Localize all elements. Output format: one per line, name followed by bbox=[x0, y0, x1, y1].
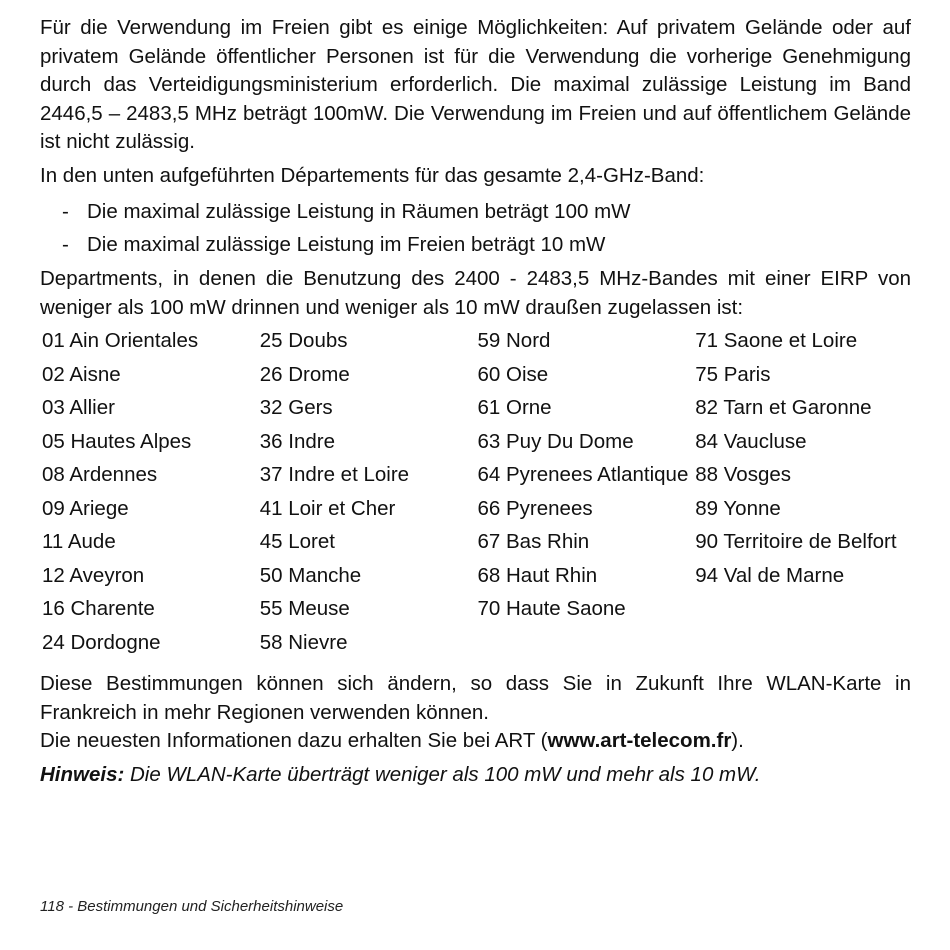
eirp-departments-paragraph: Departments, in denen die Benutzung des 2400 - 2483,5 MHz-Bandes mit einer EIRP von weniger als 100 mW drinnen und weniger als 10 mW draußen zugelassen ist: bbox=[40, 267, 911, 319]
department-item: 03 Allier bbox=[42, 396, 115, 419]
department-item: 71 Saone et Loire bbox=[695, 329, 858, 352]
department-item: 36 Indre bbox=[259, 429, 335, 453]
department-item: 90 Territoire de Belfort bbox=[695, 530, 897, 553]
department-item: 05 Hautes Alpes bbox=[42, 429, 192, 453]
departments-table bbox=[40, 327, 911, 662]
department-item: 25 Doubs bbox=[259, 329, 348, 352]
department-item: 50 Manche bbox=[259, 563, 362, 587]
departments-column-1 bbox=[40, 327, 258, 662]
department-item: 67 Bas Rhin bbox=[477, 530, 590, 553]
art-info-paragraph bbox=[40, 727, 911, 756]
page-content bbox=[40, 14, 911, 789]
department-item: 61 Orne bbox=[477, 396, 552, 419]
list-item bbox=[40, 228, 911, 261]
note-label: Hinweis: bbox=[40, 762, 125, 786]
bullet-text: Die maximal zulässige Leistung in Räumen beträgt 100 mW bbox=[87, 200, 631, 223]
department-item: 94 Val de Marne bbox=[695, 563, 845, 587]
department-item: 60 Oise bbox=[477, 362, 549, 386]
bullet-dash: - bbox=[62, 200, 69, 223]
departments-column-4 bbox=[693, 327, 911, 662]
department-item: 63 Puy Du Dome bbox=[477, 429, 634, 453]
department-item: 08 Ardennes bbox=[42, 463, 158, 486]
note-paragraph bbox=[40, 761, 911, 790]
department-item: 32 Gers bbox=[259, 396, 333, 419]
department-item: 41 Loir et Cher bbox=[259, 496, 396, 520]
regulations-change-paragraph: Diese Bestimmungen können sich ändern, so dass Sie in Zukunft Ihre WLAN-Karte in Frankreich in mehr Regionen verwenden können. bbox=[40, 672, 911, 724]
department-item: 66 Pyrenees bbox=[477, 496, 593, 520]
department-item: 75 Paris bbox=[695, 362, 771, 386]
list-item bbox=[40, 195, 911, 228]
department-item: 09 Ariege bbox=[42, 496, 129, 520]
department-item: 12 Aveyron bbox=[42, 563, 145, 587]
art-info-suffix: ). bbox=[731, 729, 744, 752]
department-item: 01 Ain Orientales bbox=[42, 329, 199, 352]
department-item: 68 Haut Rhin bbox=[477, 563, 598, 587]
bullet-text: Die maximal zulässige Leistung im Freien beträgt 10 mW bbox=[87, 233, 606, 256]
departments-column-3 bbox=[476, 327, 694, 662]
art-telecom-link[interactable]: www.art-telecom.fr bbox=[547, 729, 732, 752]
note-text: Die WLAN-Karte überträgt weniger als 100 mW und mehr als 10 mW. bbox=[124, 762, 761, 786]
department-item: 37 Indre et Loire bbox=[259, 463, 410, 486]
departments-intro-paragraph: In den unten aufgeführten Départements für das gesamte 2,4-GHz-Band: bbox=[40, 163, 705, 187]
art-info-prefix: Die neuesten Informationen dazu erhalten Sie bei ART ( bbox=[40, 729, 548, 752]
department-item: 88 Vosges bbox=[695, 463, 791, 486]
department-item: 59 Nord bbox=[477, 329, 551, 352]
department-item: 64 Pyrenees Atlantique bbox=[477, 463, 689, 486]
department-item: 02 Aisne bbox=[42, 362, 121, 386]
department-item: 11 Aude bbox=[42, 530, 116, 553]
page-footer: 118 - Bestimmungen und Sicherheitshinweise bbox=[40, 898, 344, 915]
power-limits-list bbox=[40, 195, 911, 261]
department-item: 82 Tarn et Garonne bbox=[695, 396, 872, 419]
departments-column-2 bbox=[258, 327, 476, 662]
department-item: 89 Yonne bbox=[695, 496, 781, 520]
department-item: 26 Drome bbox=[259, 362, 350, 386]
department-item: 70 Haute Saone bbox=[477, 597, 626, 620]
bullet-dash: - bbox=[62, 233, 69, 256]
department-item: 84 Vaucluse bbox=[695, 429, 807, 453]
department-item: 24 Dordogne bbox=[42, 630, 161, 654]
department-item: 45 Loret bbox=[259, 530, 335, 553]
department-item: 58 Nievre bbox=[259, 630, 348, 654]
department-item: 16 Charente bbox=[42, 597, 155, 620]
outdoor-use-paragraph: Für die Verwendung im Freien gibt es einige Möglichkeiten: Auf privatem Gelände oder auf privatem Gelände öffentlicher Personen ist für die Verwendung die vorherige Genehmigung durch das Verteidigungsministerium erforderlich. Die maximal zulässige Leistung im Band 2446,5 – 2483,5 MHz beträgt 100mW. Die Verwendung im Freien und auf öffentlichem Gelände ist nicht zulässig. bbox=[40, 16, 911, 153]
department-item: 55 Meuse bbox=[259, 597, 350, 620]
